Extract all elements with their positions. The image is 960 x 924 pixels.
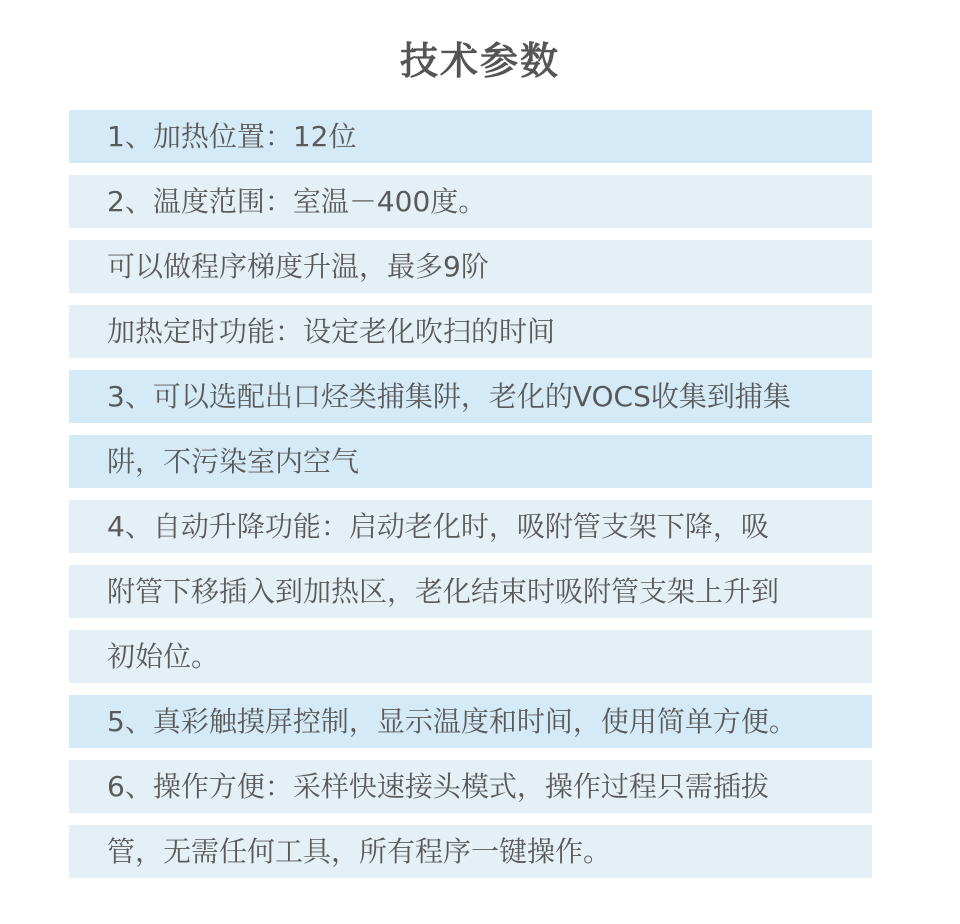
spec-row-touchscreen: 5、真彩触摸屏控制，显示温度和时间，使用简单方便。 [69,695,872,748]
spec-row-auto-lift-cont: 附管下移插入到加热区，老化结束时吸附管支架上升到 [69,565,872,618]
spec-row-temperature-range: 2、温度范围：室温－400度。 [69,175,872,228]
spec-row-easy-operation-cont: 管，无需任何工具，所有程序一键操作。 [69,825,872,878]
spec-row-heating-positions: 1、加热位置：12位 [69,110,872,163]
page-title: 技术参数 [399,39,560,83]
spec-row-auto-lift-end: 初始位。 [69,630,872,683]
spec-row-heating-timer: 加热定时功能：设定老化吹扫的时间 [69,305,872,358]
spec-row-trap-option-cont: 阱，不污染室内空气 [69,435,872,488]
spec-list [69,110,872,890]
spec-row-gradient-heating: 可以做程序梯度升温，最多9阶 [69,240,872,293]
spec-row-trap-option: 3、可以选配出口烃类捕集阱，老化的VOCS收集到捕集 [69,370,872,423]
spec-row-easy-operation: 6、操作方便：采样快速接头模式，操作过程只需插拔 [69,760,872,813]
spec-row-auto-lift: 4、自动升降功能：启动老化时，吸附管支架下降，吸 [69,500,872,553]
